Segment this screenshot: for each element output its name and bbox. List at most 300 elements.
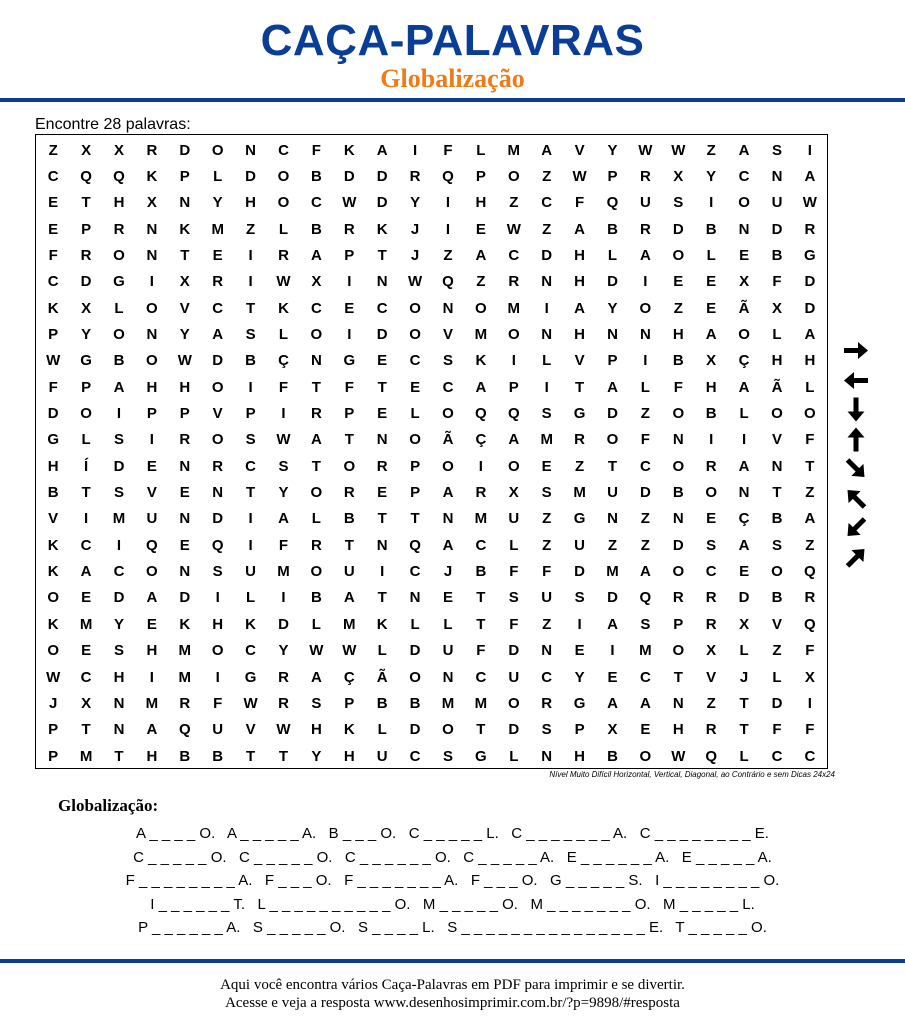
grid-letter: M	[277, 563, 290, 581]
grid-letter: I	[215, 589, 220, 607]
grid-letter: S	[113, 431, 124, 449]
grid-letter: O	[113, 246, 125, 264]
grid-letter: S	[113, 642, 124, 660]
grid-letter: W	[408, 273, 423, 291]
grid-letter: Z	[673, 299, 683, 317]
grid-letter: N	[113, 694, 125, 712]
grid-letter: T	[278, 747, 289, 765]
grid-letter: G	[80, 352, 92, 370]
grid-letter: I	[709, 431, 714, 449]
grid-letter: L	[739, 405, 749, 422]
grid-letter: I	[610, 642, 615, 660]
grid-letter: E	[212, 246, 223, 264]
grid-letter: H	[574, 747, 586, 765]
grid-letter: A	[804, 167, 816, 185]
grid-letter: N	[245, 141, 257, 159]
grid-letter: F	[772, 721, 782, 739]
grid-letter: T	[739, 694, 749, 712]
grid-letter: I	[347, 325, 352, 343]
grid-letter: S	[442, 747, 453, 765]
grid-letter: S	[245, 431, 256, 449]
grid-letter: K	[343, 721, 355, 739]
grid-letter: Y	[278, 642, 289, 660]
grid-letter: U	[508, 668, 520, 686]
grid-letter: N	[442, 668, 454, 686]
grid-letter: Y	[311, 747, 322, 765]
grid-letter: N	[146, 325, 158, 343]
grid-letter: V	[146, 484, 157, 502]
grid-letter: W	[671, 141, 686, 159]
page-subtitle: Globalização	[380, 64, 525, 93]
grid-letter: R	[310, 405, 322, 422]
grid-letter: I	[149, 431, 154, 449]
grid-letter: B	[672, 484, 684, 502]
grid-letter: Z	[542, 615, 552, 633]
grid-letter: C	[47, 167, 59, 185]
grid-letter: D	[804, 299, 816, 317]
grid-letter: T	[344, 536, 354, 554]
grid-letter: G	[113, 273, 125, 291]
arrow-down-right-icon	[838, 455, 874, 482]
grid-letter: B	[409, 694, 421, 712]
grid-letter: F	[575, 194, 585, 212]
grid-letter: F	[805, 431, 815, 449]
grid-letter: D	[376, 325, 388, 343]
footer-line-1: Aqui você encontra vários Caça-Palavras em PDF para imprimir e se divertir.	[220, 977, 685, 993]
grid-letter: N	[672, 694, 684, 712]
grid-letter: M	[441, 694, 455, 712]
grid-letter: I	[84, 510, 89, 528]
grid-letter: Q	[475, 405, 487, 422]
grid-letter: T	[246, 299, 256, 317]
grid-letter: N	[179, 194, 191, 212]
footer-link-line[interactable]: Acesse e veja a resposta www.desenhosimprimir.com.br/?p=9898/#resposta	[225, 995, 680, 1011]
grid-letter: C	[541, 194, 553, 212]
grid-letter: D	[113, 589, 125, 607]
grid-letter: G	[573, 694, 586, 712]
grid-letter: R	[179, 431, 191, 449]
grid-letter: D	[771, 694, 783, 712]
grid-letter: C	[771, 747, 783, 765]
grid-letter: B	[212, 747, 224, 765]
grid-letter: I	[544, 378, 549, 396]
grid-letter: L	[410, 615, 420, 633]
grid-letter: C	[442, 378, 454, 396]
grid-letter: O	[146, 352, 158, 370]
grid-letter: W	[46, 352, 61, 370]
arrow-up-left-icon	[838, 485, 874, 512]
grid-letter: G	[244, 668, 257, 686]
grid-letter: U	[541, 589, 553, 607]
grid-letter: E	[574, 642, 585, 660]
grid-letter: Z	[48, 141, 58, 159]
grid-letter: N	[672, 510, 684, 528]
grid-letter: X	[113, 141, 124, 159]
grid-letter: F	[509, 615, 519, 633]
grid-letter: N	[179, 457, 191, 475]
arrow-up-right-icon	[838, 544, 874, 571]
grid-letter: D	[607, 589, 618, 607]
grid-letter: Q	[442, 273, 454, 291]
grid-letter: P	[245, 405, 256, 422]
grid-letter: Z	[542, 220, 552, 238]
grid-letter: B	[607, 747, 618, 765]
grid-letter: W	[276, 721, 291, 739]
grid-letter: Ç	[343, 668, 355, 686]
grid-letter: H	[47, 457, 59, 475]
grid-letter: L	[640, 378, 650, 396]
grid-letter: H	[113, 194, 125, 212]
grid-letter: U	[442, 642, 454, 660]
grid-letter: V	[245, 721, 256, 739]
grid-letter: D	[245, 167, 257, 185]
grid-letter: L	[377, 642, 387, 660]
grid-letter: E	[673, 273, 684, 291]
grid-letter: I	[445, 220, 451, 238]
grid-letter: C	[80, 536, 92, 554]
grid-letter: P	[607, 352, 618, 370]
grid-letter: E	[541, 457, 552, 475]
grid-letter: O	[310, 484, 323, 502]
grid-letter: K	[278, 299, 289, 317]
grid-letter: C	[804, 747, 816, 765]
grid-letter: E	[377, 405, 388, 422]
grid-letter: I	[248, 273, 253, 291]
grid-letter: W	[342, 642, 357, 660]
grid-letter: L	[509, 747, 519, 765]
grid-letter: C	[47, 273, 59, 291]
grid-letter: B	[475, 563, 487, 581]
grid-letter: S	[212, 563, 223, 581]
grid-letter: Q	[178, 721, 191, 739]
grid-letter: F	[640, 431, 650, 449]
grid-letter: R	[212, 457, 224, 475]
grid-letter: Í	[84, 457, 89, 475]
grid-letter: T	[772, 484, 782, 502]
grid-letter: H	[113, 668, 125, 686]
grid-letter: Z	[509, 194, 519, 212]
grid-letter: Z	[607, 536, 618, 554]
grid-letter: S	[574, 589, 585, 607]
grid-letter: L	[739, 642, 749, 660]
grid-letter: Z	[640, 536, 650, 554]
grid-letter: K	[376, 220, 388, 238]
grid-letter: P	[179, 167, 190, 185]
grid-letter: G	[573, 510, 586, 528]
grid-letter: A	[508, 431, 520, 449]
grid-letter: O	[442, 721, 454, 739]
grid-letter: P	[48, 325, 59, 343]
grid-letter: I	[643, 352, 648, 370]
grid-letter: V	[442, 325, 453, 343]
grid-letter: R	[179, 694, 191, 712]
grid-letter: N	[541, 273, 553, 291]
grid-letter: J	[410, 220, 420, 238]
grid-letter: O	[507, 694, 520, 712]
grid-letter: I	[116, 536, 122, 554]
grid-letter: T	[81, 194, 91, 212]
grid-letter: W	[177, 352, 192, 370]
grid-letter: L	[278, 220, 289, 238]
letter-grid	[35, 134, 828, 769]
grid-letter: O	[409, 431, 421, 449]
grid-letter: A	[607, 378, 618, 396]
grid-letter: Y	[706, 167, 717, 185]
grid-letter: N	[442, 299, 454, 317]
grid-letter: N	[212, 484, 224, 502]
grid-letter: R	[541, 694, 553, 712]
grid-letter: P	[508, 378, 519, 396]
grid-letter: L	[805, 378, 815, 396]
grid-letter: C	[508, 246, 520, 264]
grid-letter: O	[475, 299, 487, 317]
grid-letter: K	[343, 141, 355, 159]
grid-letter: E	[475, 220, 486, 238]
grid-letter: A	[574, 299, 586, 317]
grid-letter: Q	[804, 563, 816, 581]
grid-letter: X	[739, 615, 750, 633]
grid-letter: Ç	[738, 352, 750, 370]
grid-letter: C	[245, 642, 257, 660]
grid-letter: E	[739, 246, 750, 264]
grid-letter: T	[410, 510, 420, 528]
grid-letter: A	[212, 325, 224, 343]
grid-letter: L	[311, 615, 321, 633]
grid-letter: H	[574, 325, 586, 343]
grid-letter: E	[146, 457, 157, 475]
grid-letter: R	[475, 484, 487, 502]
grid-letter: C	[409, 747, 421, 765]
grid-letter: T	[246, 484, 256, 502]
grid-letter: H	[574, 273, 586, 291]
grid-letter: D	[508, 721, 520, 739]
grid-letter: F	[673, 378, 683, 396]
grid-letter: E	[607, 668, 618, 686]
grid-letter: X	[771, 299, 782, 317]
grid-letter: F	[805, 721, 815, 739]
grid-letter: B	[310, 220, 322, 238]
grid-letter: Z	[443, 246, 453, 264]
grid-letter: D	[376, 167, 388, 185]
grid-letter: O	[47, 589, 60, 607]
grid-letter: O	[211, 141, 224, 159]
grid-letter: V	[706, 668, 717, 686]
grid-letter: T	[246, 747, 256, 765]
grid-letter: V	[771, 615, 782, 633]
grid-letter: Z	[805, 484, 815, 502]
grid-letter: V	[574, 141, 585, 159]
grid-letter: O	[277, 194, 290, 212]
grid-letter: R	[376, 457, 388, 475]
grid-letter: D	[409, 721, 421, 739]
grid-letter: P	[410, 457, 421, 475]
grid-letter: A	[607, 615, 618, 633]
grid-letter: B	[310, 589, 322, 607]
grid-letter: D	[212, 352, 224, 370]
grid-letter: W	[671, 747, 686, 765]
grid-letter: O	[409, 325, 421, 343]
grid-letter: T	[476, 589, 486, 607]
grid-letter: O	[310, 563, 323, 581]
grid-letter: D	[376, 194, 388, 212]
grid-letter: Q	[639, 589, 652, 607]
puzzle-instruction: Encontre 28 palavras:	[35, 116, 191, 133]
grid-letter: A	[738, 141, 750, 159]
grid-letter: T	[377, 510, 387, 528]
grid-letter: O	[672, 642, 685, 660]
grid-letter: H	[212, 615, 224, 633]
grid-letter: O	[442, 405, 454, 422]
grid-letter: I	[380, 563, 385, 581]
grid-letter: S	[640, 615, 651, 633]
grid-letter: L	[706, 246, 716, 264]
grid-letter: A	[738, 536, 750, 554]
grid-letter: D	[771, 220, 783, 238]
grid-letter: A	[278, 510, 289, 528]
grid-letter: Z	[772, 642, 782, 660]
grid-letter: E	[640, 721, 651, 739]
grid-letter: R	[508, 273, 520, 291]
grid-letter: Ç	[475, 431, 487, 449]
grid-letter: D	[541, 246, 553, 264]
grid-letter: A	[574, 220, 586, 238]
word-list-line: A _ _ _ _ O. A _ _ _ _ _ A. B _ _ _ O. C _ _ _ _ _ L. C _ _ _ _ _ _ _ A. C _ _ _ _ _ _ _ _ E.	[136, 825, 769, 842]
grid-letter: G	[804, 246, 816, 264]
grid-letter: M	[507, 299, 521, 317]
grid-letter: F	[344, 378, 354, 396]
grid-letter: C	[475, 536, 487, 554]
grid-letter: G	[343, 352, 356, 370]
grid-letter: Ç	[738, 510, 750, 528]
grid-letter: B	[179, 747, 191, 765]
grid-letter: B	[705, 405, 717, 422]
grid-letter: Ç	[278, 352, 289, 370]
grid-letter: S	[245, 325, 256, 343]
grid-letter: A	[376, 141, 388, 159]
grid-letter: I	[413, 141, 418, 159]
grid-letter: E	[410, 378, 421, 396]
word-list-line: I _ _ _ _ _ _ T. L _ _ _ _ _ _ _ _ _ _ O. M _ _ _ _ _ O. M _ _ _ _ _ _ _ O. M _ _ _ _ _ L.	[150, 895, 755, 913]
grid-letter: A	[475, 378, 487, 396]
grid-letter: O	[211, 378, 224, 396]
grid-letter: S	[278, 457, 289, 475]
grid-letter: D	[639, 484, 651, 502]
grid-letter: F	[311, 141, 321, 159]
grid-letter: O	[672, 457, 685, 475]
grid-letter: P	[344, 694, 355, 712]
grid-letter: T	[311, 457, 321, 475]
grid-letter: X	[311, 273, 322, 291]
grid-letter: I	[511, 352, 516, 370]
grid-letter: O	[738, 194, 750, 212]
grid-letter: N	[541, 747, 553, 765]
grid-letter: A	[343, 589, 355, 607]
grid-letter: S	[442, 352, 453, 370]
grid-letter: N	[738, 220, 750, 238]
grid-letter: J	[443, 563, 453, 581]
grid-letter: M	[79, 615, 93, 633]
grid-letter: N	[179, 510, 191, 528]
grid-letter: W	[46, 668, 61, 686]
grid-letter: L	[739, 747, 749, 765]
grid-letter: O	[507, 457, 520, 475]
grid-letter: L	[377, 721, 387, 739]
grid-letter: N	[376, 536, 388, 554]
grid-letter: A	[738, 378, 750, 396]
grid-letter: U	[607, 484, 618, 502]
grid-letter: S	[508, 589, 519, 607]
grid-letter: R	[804, 589, 816, 607]
grid-letter: P	[673, 615, 684, 633]
grid-letter: N	[771, 457, 783, 475]
grid-letter: X	[607, 721, 618, 739]
grid-letter: J	[410, 246, 420, 264]
grid-letter: I	[347, 273, 352, 291]
grid-letter: K	[47, 536, 59, 554]
grid-letter: T	[344, 431, 354, 449]
grid-letter: W	[309, 642, 324, 660]
grid-letter: T	[377, 246, 387, 264]
grid-letter: I	[577, 615, 582, 633]
grid-letter: B	[705, 220, 717, 238]
grid-letter: C	[639, 668, 651, 686]
grid-letter: T	[311, 378, 321, 396]
grid-letter: P	[410, 484, 421, 502]
grid-letter: P	[344, 405, 355, 422]
grid-letter: M	[474, 325, 488, 343]
grid-letter: R	[705, 457, 717, 475]
grid-letter: K	[179, 615, 191, 633]
grid-letter: A	[310, 668, 322, 686]
grid-letter: C	[409, 563, 421, 581]
grid-letter: C	[212, 299, 224, 317]
grid-letter: E	[146, 615, 157, 633]
grid-letter: G	[47, 431, 60, 449]
grid-letter: I	[116, 405, 122, 422]
grid-letter: L	[114, 299, 124, 317]
grid-letter: C	[409, 352, 421, 370]
grid-letter: L	[410, 405, 420, 422]
grid-letter: R	[705, 615, 717, 633]
grid-letter: D	[179, 141, 191, 159]
grid-letter: R	[80, 246, 92, 264]
grid-letter: Z	[706, 141, 716, 159]
grid-letter: K	[47, 615, 59, 633]
grid-letter: K	[475, 352, 487, 370]
grid-letter: M	[112, 510, 126, 528]
grid-letter: V	[179, 299, 190, 317]
grid-letter: N	[771, 167, 783, 185]
grid-letter: Q	[113, 167, 125, 185]
grid-letter: D	[738, 589, 750, 607]
grid-letter: U	[146, 510, 158, 528]
grid-letter: S	[113, 484, 124, 502]
grid-letter: I	[807, 694, 812, 712]
grid-letter: K	[47, 299, 59, 317]
grid-letter: M	[540, 431, 553, 449]
grid-letter: F	[48, 246, 58, 264]
grid-letter: B	[771, 510, 783, 528]
grid-letter: N	[310, 352, 322, 370]
grid-letter: B	[607, 220, 618, 238]
word-list-line: P _ _ _ _ _ _ A. S _ _ _ _ _ O. S _ _ _ _ L. S _ _ _ _ _ _ _ _ _ _ _ _ _ _ _ E. T _ _ _ _ _ O.	[138, 919, 767, 936]
grid-letter: O	[47, 642, 60, 660]
grid-letter: H	[146, 378, 158, 396]
grid-letter: N	[376, 431, 388, 449]
arrow-down-icon	[838, 396, 874, 423]
grid-letter: N	[146, 220, 158, 238]
grid-letter: X	[179, 273, 190, 291]
